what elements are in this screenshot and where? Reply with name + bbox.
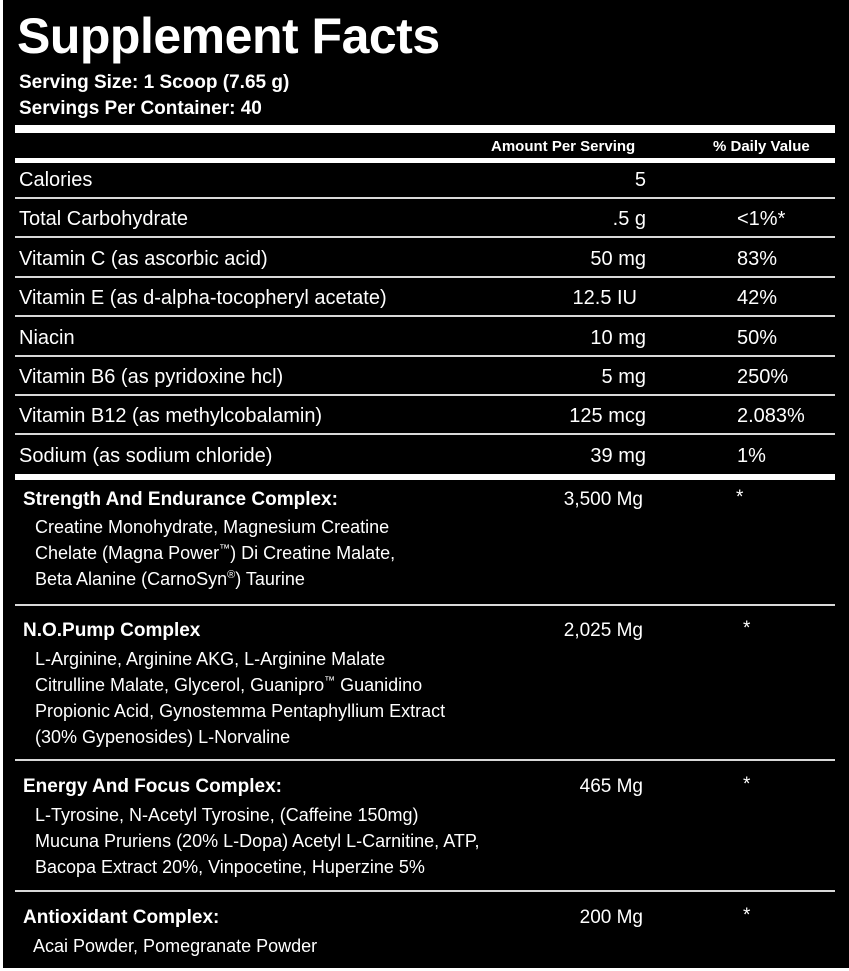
blend-daily-value: *: [736, 487, 744, 508]
nutrient-name: Vitamin E (as d-alpha-tocopheryl acetate): [19, 287, 387, 309]
blend-daily-value: *: [743, 774, 751, 795]
serving-size: Serving Size: 1 Scoop (7.65 g): [19, 72, 290, 93]
ingredient-line: L-Tyrosine, N-Acetyl Tyrosine, (Caffeine 150mg): [35, 805, 419, 825]
servings-per-container: Servings Per Container: 40: [19, 98, 262, 119]
blend-divider: [15, 759, 835, 761]
nutrient-amount: 12.5 IU: [572, 287, 637, 309]
ingredient-text: ) Taurine: [235, 569, 305, 589]
nutrient-row-total-carbohydrate: [3, 200, 849, 238]
nutrient-daily-value: <1%*: [737, 208, 786, 230]
nutrient-daily-value: 2.083%: [737, 405, 805, 427]
nutrient-daily-value: 250%: [737, 366, 789, 388]
ingredient-text: Citrulline Malate, Glycerol, Guanipro: [35, 675, 325, 695]
ingredient-text: Beta Alanine (CarnoSyn: [35, 569, 228, 589]
nutrient-row-vitamin-e: [3, 279, 849, 317]
blend-name: Antioxidant Complex:: [23, 907, 220, 928]
nutrient-row-calories: [3, 161, 849, 199]
nutrient-amount: 5 mg: [601, 366, 646, 388]
nutrient-name: Vitamin B6 (as pyridoxine hcl): [19, 366, 284, 388]
ingredient-line: Bacopa Extract 20%, Vinpocetine, Huperzine 5%: [35, 857, 425, 877]
blend-daily-value: *: [743, 905, 751, 926]
row-divider: [15, 276, 835, 278]
ingredient-line: [35, 540, 395, 566]
ingredient-text: ) Di Creatine Malate,: [230, 543, 396, 563]
blend-ingredients: [35, 646, 445, 750]
row-divider: [15, 355, 835, 357]
ingredient-line: Acai Powder, Pomegranate Powder: [33, 936, 318, 956]
ingredient-text: Guanidino: [335, 675, 423, 695]
nutrient-name: Niacin: [19, 327, 75, 349]
blend-daily-value: *: [743, 618, 751, 639]
nutrient-amount: 10 mg: [590, 327, 646, 349]
panel-title: Supplement Facts: [17, 8, 440, 64]
ingredient-line: Mucuna Pruriens (20% L-Dopa) Acetyl L-Carnitine, ATP,: [35, 831, 480, 851]
ingredient-line: (30% Gypenosides) L-Norvaline: [35, 727, 291, 747]
row-divider: [15, 433, 835, 435]
nutrient-name: Vitamin C (as ascorbic acid): [19, 248, 268, 270]
nutrient-daily-value: 1%: [737, 445, 766, 467]
nutrient-row-niacin: [3, 319, 849, 357]
nutrient-row-vitamin-b6: [3, 358, 849, 396]
nutrient-amount: 50 mg: [590, 248, 646, 270]
blend-name: Strength And Endurance Complex:: [23, 489, 338, 510]
nutrient-amount: 125 mcg: [569, 405, 646, 427]
blend-name: Energy And Focus Complex:: [23, 776, 282, 797]
nutrient-daily-value: 42%: [737, 287, 778, 309]
row-divider: [15, 315, 835, 317]
blend-divider: [15, 890, 835, 892]
amount-per-serving-header: Amount Per Serving: [491, 138, 636, 155]
nutrient-amount: 39 mg: [590, 445, 646, 467]
blend-amount: 2,025 Mg: [563, 620, 643, 641]
nutrient-row-vitamin-c: [3, 240, 849, 278]
ingredient-line: [35, 672, 445, 698]
nutrient-name: Total Carbohydrate: [19, 208, 188, 230]
nutrient-name: Vitamin B12 (as methylcobalamin): [19, 405, 323, 427]
row-divider: [15, 197, 835, 199]
blend-amount: 3,500 Mg: [563, 489, 643, 510]
nutrient-daily-value: 50%: [737, 327, 778, 349]
blend-ingredients: [35, 514, 395, 592]
nutrient-amount: 5: [634, 169, 646, 191]
daily-value-header: % Daily Value: [713, 138, 810, 155]
blend-ingredients: [33, 933, 317, 959]
nutrient-name: Sodium (as sodium chloride): [19, 445, 273, 467]
row-divider: [15, 236, 835, 238]
ingredient-line: L-Arginine, Arginine AKG, L-Arginine Malate: [35, 649, 386, 669]
ingredient-line: [35, 566, 395, 592]
thick-divider-bottom: [15, 474, 835, 480]
ingredient-text: Chelate (Magna Power: [35, 543, 220, 563]
nutrient-row-sodium: [3, 437, 849, 475]
blend-ingredients: [35, 802, 480, 880]
trademark-symbol: ™: [324, 675, 336, 687]
nutrient-daily-value: 83%: [737, 248, 778, 270]
nutrient-row-vitamin-b12: [3, 397, 849, 435]
ingredient-line: Creatine Monohydrate, Magnesium Creatine: [35, 517, 390, 537]
nutrient-name: Calories: [19, 169, 93, 191]
thick-divider-top: [15, 125, 835, 133]
blend-amount: 465 Mg: [579, 776, 643, 797]
blend-divider: [15, 604, 835, 606]
blend-name: N.O.Pump Complex: [23, 620, 201, 641]
blend-amount: 200 Mg: [579, 907, 643, 928]
trademark-symbol: ™: [219, 543, 231, 555]
nutrient-amount: .5 g: [612, 208, 646, 230]
ingredient-line: Propionic Acid, Gynostemma Pentaphyllium Extract: [35, 701, 446, 721]
row-divider: [15, 394, 835, 396]
registered-symbol: ®: [227, 569, 236, 581]
